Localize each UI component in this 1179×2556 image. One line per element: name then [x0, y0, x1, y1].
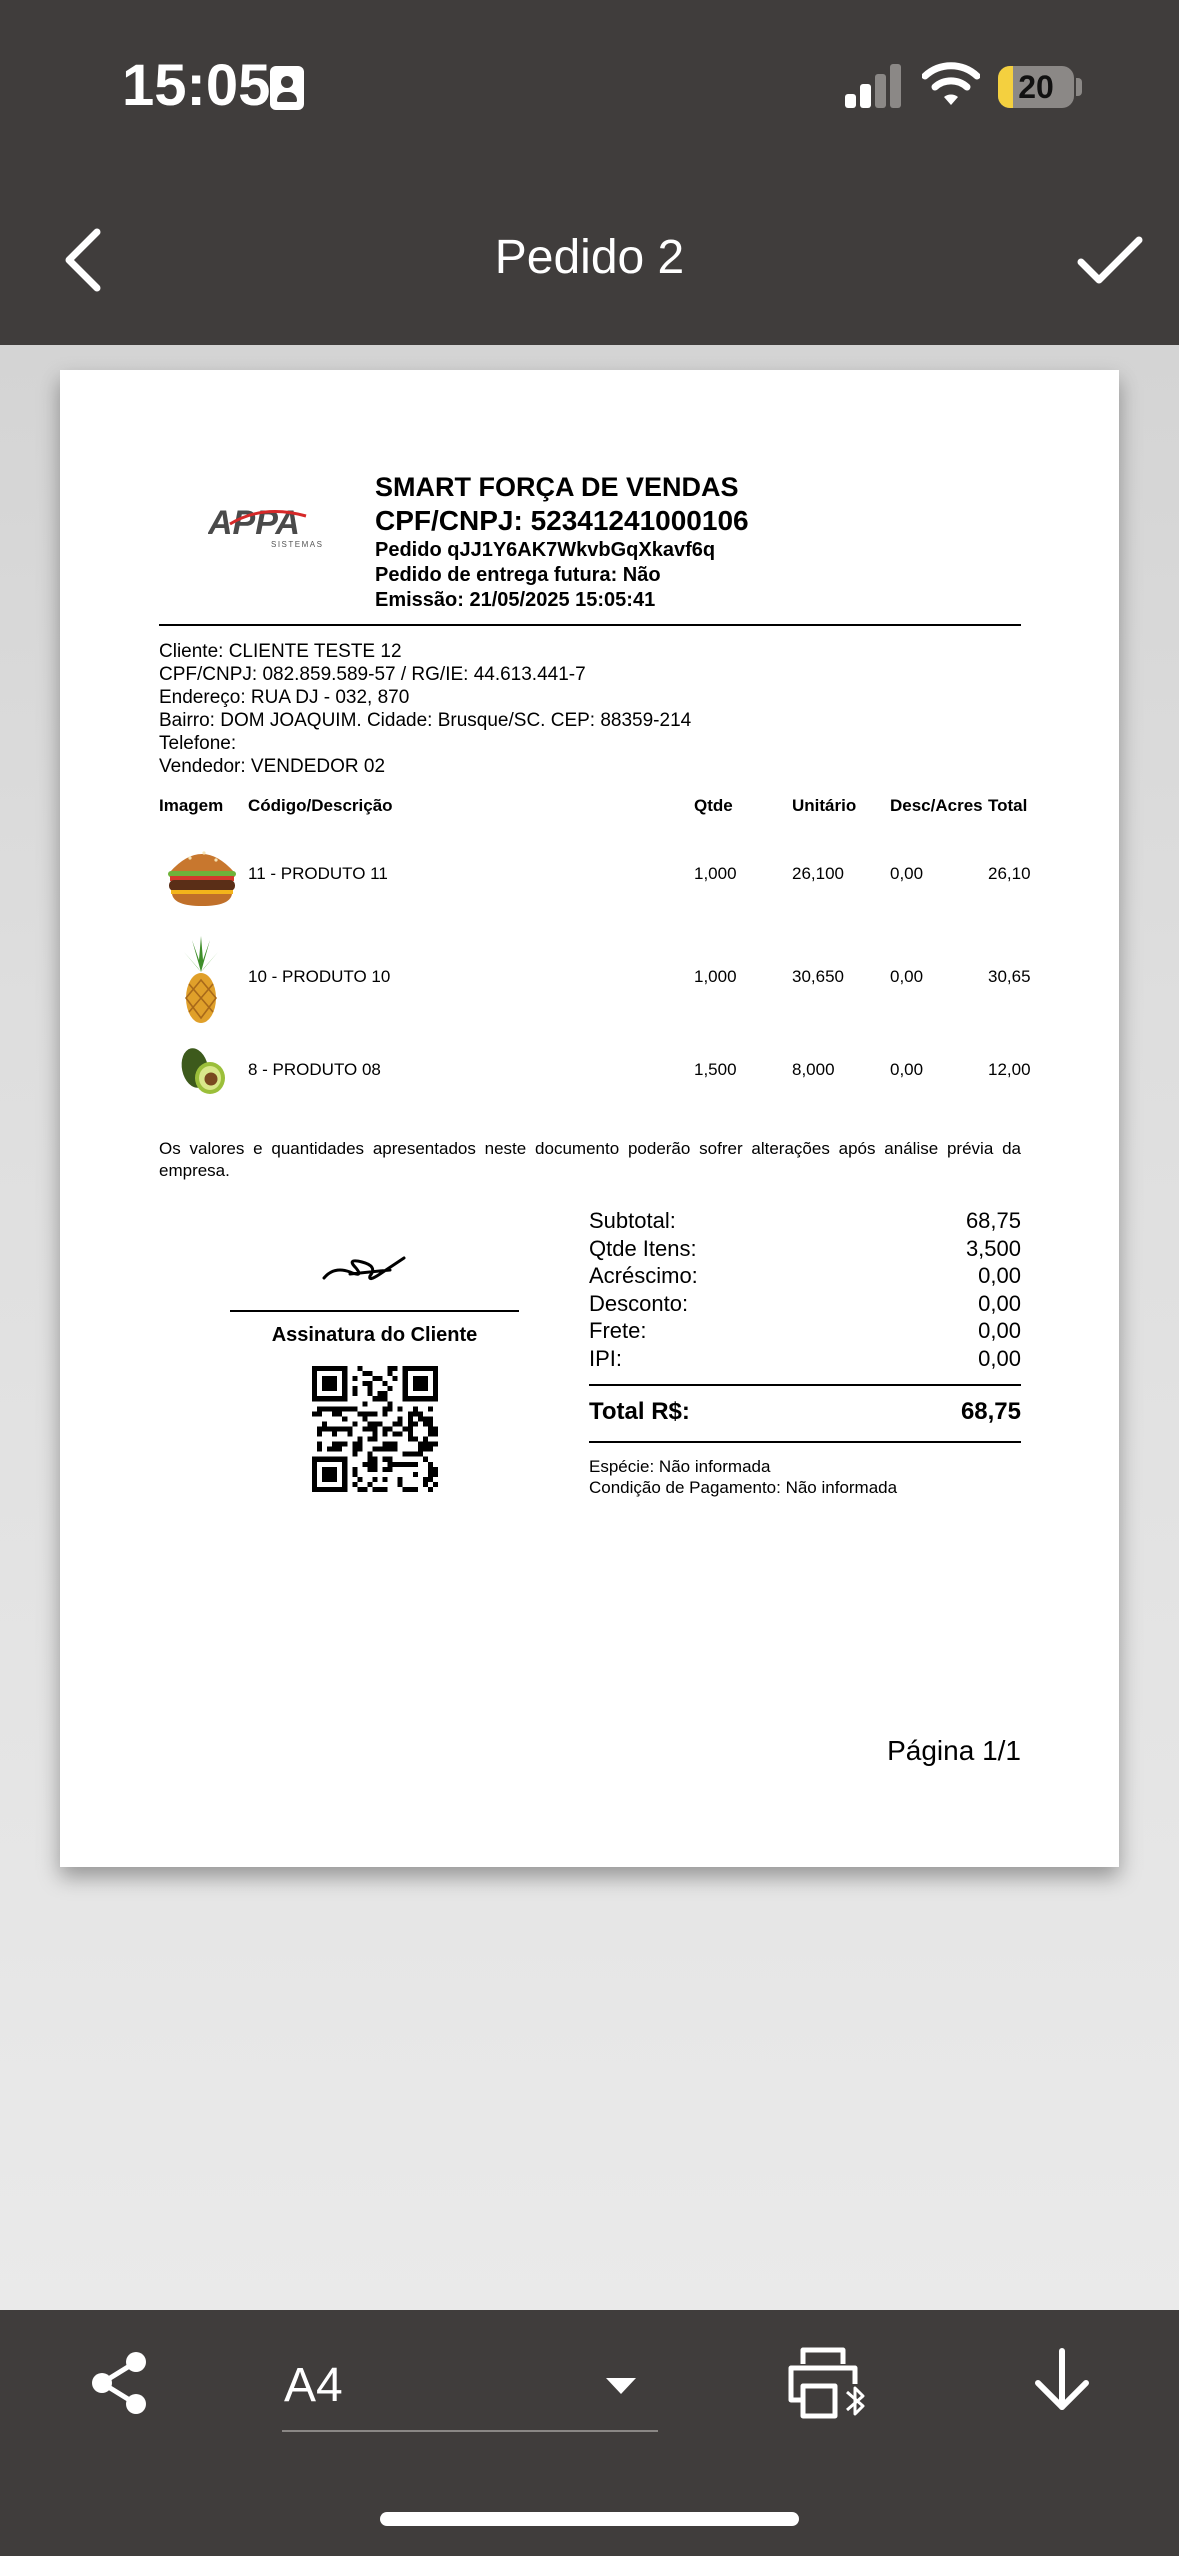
total-value: 68,75: [960, 1398, 1021, 1425]
item-desc: 10 - PRODUTO 10: [248, 967, 391, 986]
header-divider: [159, 624, 1021, 626]
company-header: [375, 470, 749, 613]
item-unit: 26,100: [792, 864, 844, 883]
item-unit: 8,000: [792, 1060, 835, 1079]
summary-value: 0,00: [978, 1263, 1021, 1288]
bluetooth-printer-icon: [791, 2350, 863, 2416]
item-disc: 0,00: [890, 967, 924, 986]
summary-row: [589, 1263, 1021, 1291]
paper-size-value: A4: [284, 2359, 343, 2412]
status-time: 15:05: [122, 53, 271, 118]
disclaimer: Os valores e quantidades apresentados neste documento poderão sofrer alterações após análise prévia da empresa.: [159, 1139, 1021, 1180]
summary-label: Subtotal:: [589, 1208, 676, 1233]
svg-text:APPA: APPA: [208, 504, 300, 542]
qr-code: [312, 1366, 438, 1492]
confirm-button[interactable]: [1075, 232, 1145, 288]
check-icon: [1081, 240, 1139, 280]
col-header-disc: Desc/Acres: [890, 796, 983, 815]
summary-value: 68,75: [965, 1208, 1021, 1233]
summary-label: Frete:: [589, 1318, 647, 1343]
summary-row: [589, 1291, 1021, 1319]
share-icon: [92, 2352, 146, 2414]
paper-size-select[interactable]: [282, 2340, 658, 2432]
id-card-icon: [270, 66, 304, 110]
client-district: Bairro: DOM JOAQUIM. Cidade: Brusque/SC. CEP: 88359-214: [159, 710, 692, 731]
col-header-qty: Qtde: [694, 796, 733, 815]
share-button[interactable]: [84, 2348, 154, 2418]
company-logo: [208, 500, 328, 550]
order-id: Pedido qJJ1Y6AK7WkvbGqXkavf6q: [375, 539, 716, 561]
col-header-unit: Unitário: [792, 796, 857, 815]
summary-label: Qtde Itens:: [589, 1235, 697, 1261]
battery-icon: [998, 66, 1074, 108]
item-total: 30,65: [988, 967, 1031, 986]
client-info: [159, 640, 691, 778]
summary-row: [589, 1318, 1021, 1346]
col-header-code: Código/Descrição: [248, 796, 393, 815]
summary-label: Desconto:: [589, 1290, 689, 1316]
payment-info: [589, 1456, 897, 1498]
cellular-signal-icon: [845, 62, 905, 108]
dropdown-arrow-icon: [606, 2378, 636, 2394]
page-number: Página 1/1: [887, 1735, 1021, 1766]
future-delivery: Pedido de entrega futura: Não: [375, 564, 661, 586]
col-header-total: Total: [988, 796, 1028, 815]
summary-value: 0,00: [978, 1290, 1021, 1316]
summary-row: [589, 1236, 1021, 1264]
item-qty: 1,000: [694, 864, 737, 883]
document-preview[interactable]: [60, 370, 1119, 1867]
item-desc: 8 - PRODUTO 08: [248, 1060, 381, 1079]
company-name: SMART FORÇA DE VENDAS: [375, 472, 739, 502]
battery-tip: [1076, 78, 1082, 96]
summary-value: 0,00: [978, 1318, 1021, 1343]
arrow-down-icon: [1038, 2351, 1086, 2407]
total-divider-bottom: [589, 1441, 1021, 1443]
item-total: 12,00: [988, 1060, 1031, 1079]
download-button[interactable]: [1030, 2345, 1094, 2415]
page-title: Pedido 2: [494, 231, 685, 284]
svg-text:SISTEMAS: SISTEMAS: [271, 540, 324, 549]
item-unit: 30,650: [792, 967, 844, 986]
item-total: 26,10: [988, 864, 1031, 883]
client-document: CPF/CNPJ: 082.859.589-57 / RG/IE: 44.613.441-7: [159, 664, 586, 685]
battery-level: 20: [1018, 69, 1054, 105]
item-disc: 0,00: [890, 864, 924, 883]
summary-label: IPI:: [589, 1345, 623, 1371]
summary-row: [589, 1346, 1021, 1374]
summary-value: 3,500: [965, 1235, 1021, 1261]
summary-value: 0,00: [978, 1345, 1021, 1371]
item-qty: 1,000: [694, 967, 737, 986]
company-cnpj: CPF/CNPJ: 52341241000106: [375, 505, 749, 536]
pineapple-image: [180, 936, 222, 1026]
client-name: Cliente: CLIENTE TESTE 12: [159, 641, 402, 662]
total-label: Total R$:: [589, 1398, 690, 1425]
wifi-icon: [922, 60, 980, 108]
client-address: Endereço: RUA DJ - 032, 870: [159, 687, 410, 708]
client-phone: Telefone:: [159, 733, 237, 754]
item-disc: 0,00: [890, 1060, 924, 1079]
home-indicator[interactable]: [380, 2512, 799, 2526]
payment-condition: Condição de Pagamento: Não informada: [589, 1478, 898, 1497]
especie: Espécie: Não informada: [589, 1457, 771, 1476]
signature-line: [230, 1310, 519, 1312]
bluetooth-print-button[interactable]: [785, 2344, 870, 2424]
emission-date: Emissão: 21/05/2025 15:05:41: [375, 589, 656, 611]
client-seller: Vendedor: VENDEDOR 02: [159, 756, 386, 777]
col-header-image: Imagem: [159, 796, 224, 815]
item-qty: 1,500: [694, 1060, 737, 1079]
client-signature: [320, 1248, 410, 1288]
summary-label: Acréscimo:: [589, 1263, 698, 1288]
burger-image: [166, 842, 238, 908]
total-divider-top: [589, 1384, 1021, 1386]
avocado-image: [178, 1044, 228, 1096]
signature-label: Assinatura do Cliente: [271, 1324, 478, 1346]
item-desc: 11 - PRODUTO 11: [248, 864, 388, 883]
summary-row: [589, 1208, 1021, 1236]
